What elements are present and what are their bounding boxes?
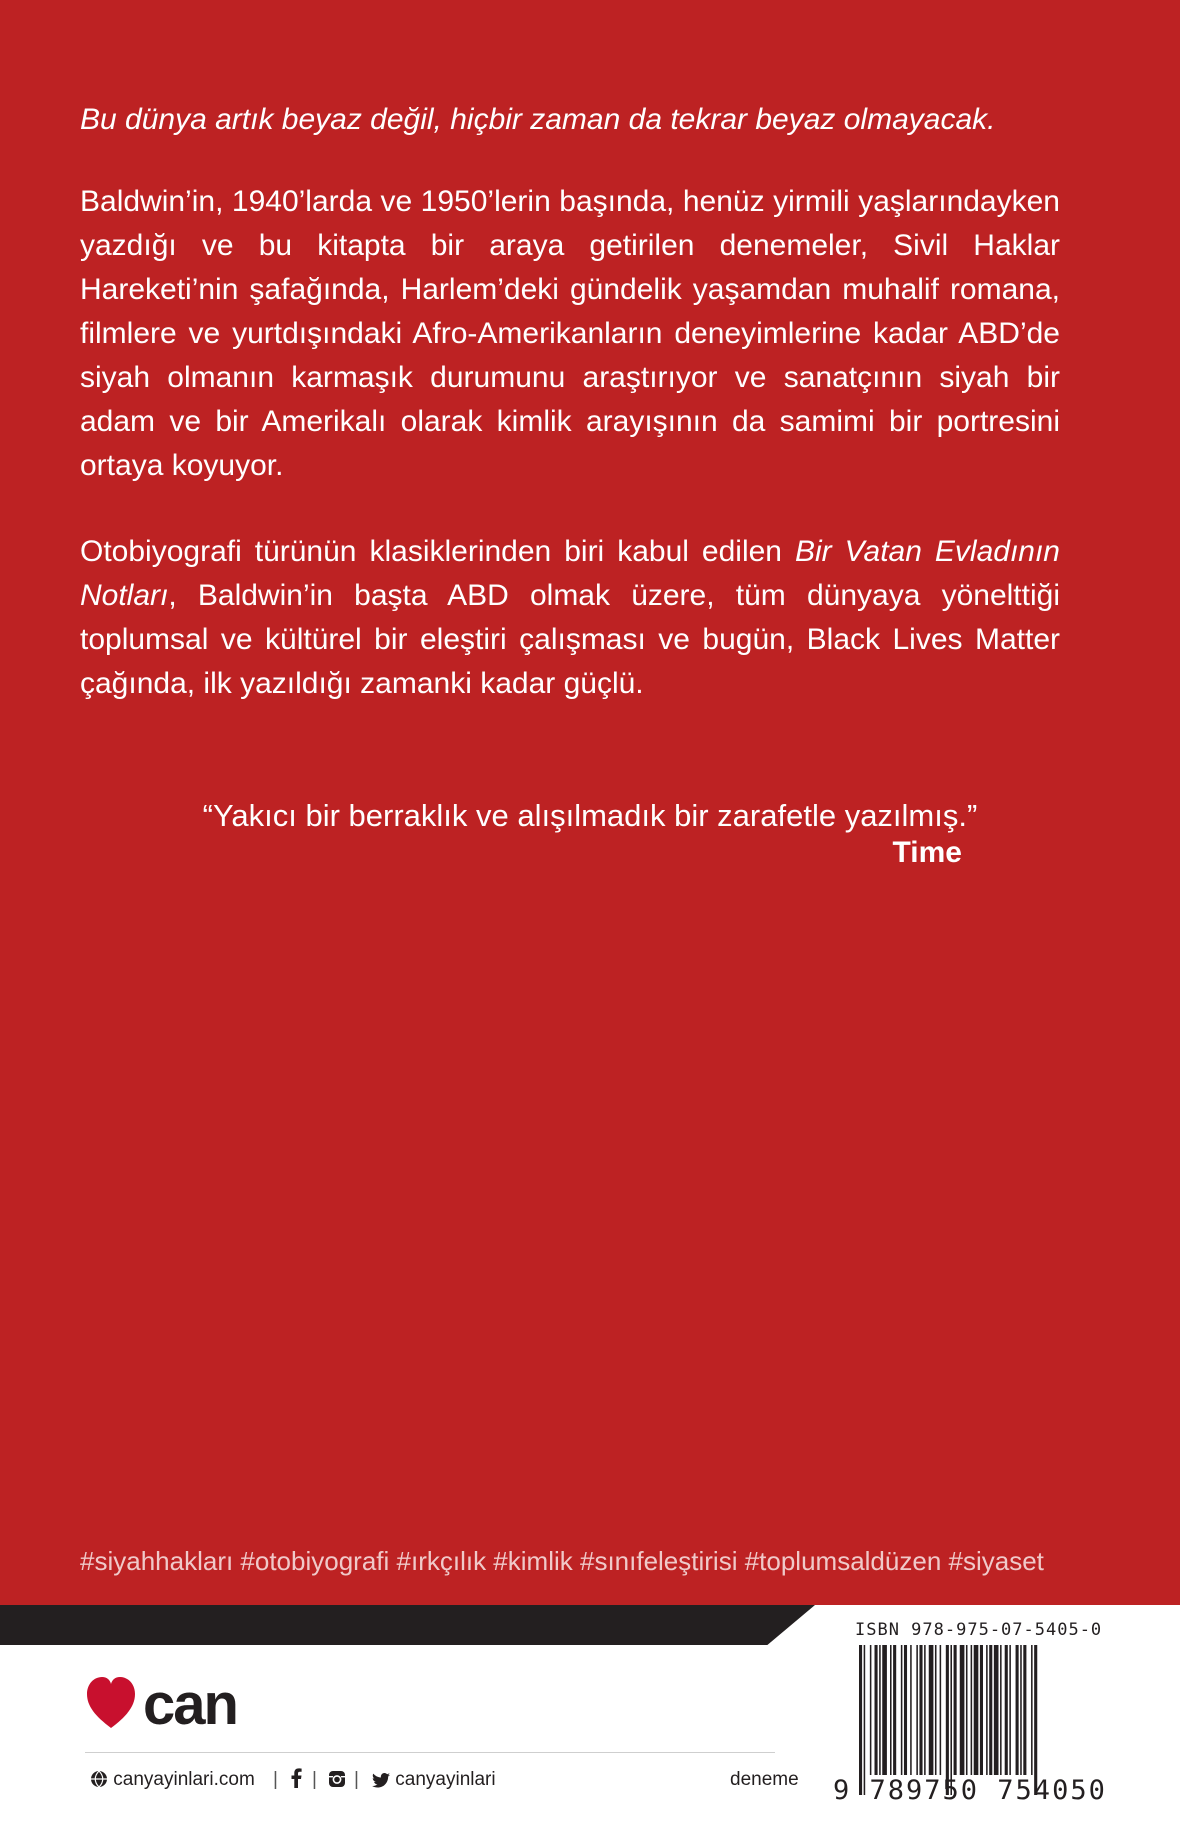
barcode-bar [879,1645,881,1775]
barcode-bar [935,1645,937,1775]
heart-icon [87,1677,135,1728]
barcode-bar [986,1645,988,1775]
barcode-bar [916,1645,918,1775]
barcode-bar [980,1645,983,1775]
hashtag-list: #siyahhakları #otobiyografi #ırkçılık #kimlik #sınıfeleştirisi #toplumsaldüzen #siyaset [80,1546,1044,1576]
barcode-bar [994,1645,999,1775]
barcode-bar [929,1645,934,1775]
instagram-link[interactable] [328,1765,346,1795]
category-label: deneme [730,1769,799,1790]
facebook-icon [290,1768,302,1788]
barcode-bar [1023,1645,1026,1775]
barcode-bar [966,1645,968,1775]
barcode-bar [940,1645,942,1775]
barcode-bar [893,1645,896,1775]
website-link[interactable] [90,1765,255,1795]
barcode-bar [971,1645,973,1775]
instagram-icon [328,1770,346,1788]
barcode-bar [875,1645,878,1775]
can-logo [85,1672,285,1732]
barcode-bar [1016,1645,1019,1775]
barcode-bar [910,1645,912,1775]
barcode-bar [924,1645,926,1775]
globe-icon [90,1770,108,1788]
logo-wordmark: can [143,1672,237,1732]
barcode-bar [870,1645,872,1775]
intro-sentence: Bu dünya artık beyaz değil, hiçbir zaman da tekrar beyaz olmayacak. [80,103,996,136]
barcode-bar [954,1645,957,1775]
barcode-bar [960,1645,965,1775]
barcode-bar [919,1645,922,1775]
barcode-bar [1034,1645,1037,1795]
barcode-bar [864,1645,866,1795]
barcode-bar [882,1645,887,1775]
barcode-bar [1020,1645,1022,1775]
social-handle: canyayinlari [395,1769,496,1790]
barcode-bar [1005,1645,1008,1775]
paragraph-2-lead: Otobiyografi türünün klasiklerinden biri kabul edilen [80,535,795,568]
barcode-bar [890,1645,892,1775]
footer-divider [85,1752,775,1753]
separator: | [312,1769,317,1790]
barcode-digits: 9 789750 754050 [833,1775,1107,1806]
quote-source: Time [892,836,962,869]
barcode-bar [1000,1645,1002,1775]
description-paragraph-2 [80,530,1060,706]
twitter-link[interactable] [372,1765,496,1795]
footer-row [90,1765,799,1795]
isbn-label: ISBN 978-975-07-5405-0 [855,1620,1103,1640]
barcode-bar [901,1645,903,1775]
press-quote: “Yakıcı bir berraklık ve alışılmadık bir zarafetle yazılmış.” [202,798,978,833]
barcode-bar [1031,1645,1033,1775]
barcode-bar [989,1645,992,1775]
isbn-barcode [855,1645,1092,1795]
twitter-icon [372,1773,390,1788]
barcode-bar [974,1645,979,1775]
barcode-bar [859,1645,862,1795]
website-text: canyayinlari.com [113,1769,255,1790]
facebook-link[interactable] [290,1765,302,1795]
barcode-bar [1009,1645,1011,1775]
separator: | [354,1769,359,1790]
barcode-bar [904,1645,907,1775]
paragraph-2-rest: , Baldwin’in başta ABD olmak üzere, tüm dünyaya yönelttiği toplumsal ve kültürel bir eleştiri çalışması ve bugün, Black Lives Matter çağında, ilk yazıldığı zamanki kadar güçlü. [80,579,1060,700]
separator: | [273,1769,278,1790]
book-title-italic: Bir Vatan Evladının Notları [80,535,1060,612]
barcode-bar [946,1645,949,1795]
description-paragraph-1: Baldwin’in, 1940’larda ve 1950’lerin başında, henüz yirmili yaşlarındayken yazdığı ve bu kitapta bir araya getirilen denemeler, Sivil Haklar Hareketi’nin şafağında, Harlem’deki gündelik yaşamdan muhalif romana, filmlere ve yurtdışındaki Afro-Amerikanların deneyimlerine kadar ABD’de siyah olmanın karmaşık durumunu araştırıyor ve sanatçının siyah bir adam ve bir Amerikalı olarak kimlik arayışının da samimi bir portresini ortaya koyuyor. [80,185,1060,482]
barcode-bar [950,1645,952,1795]
